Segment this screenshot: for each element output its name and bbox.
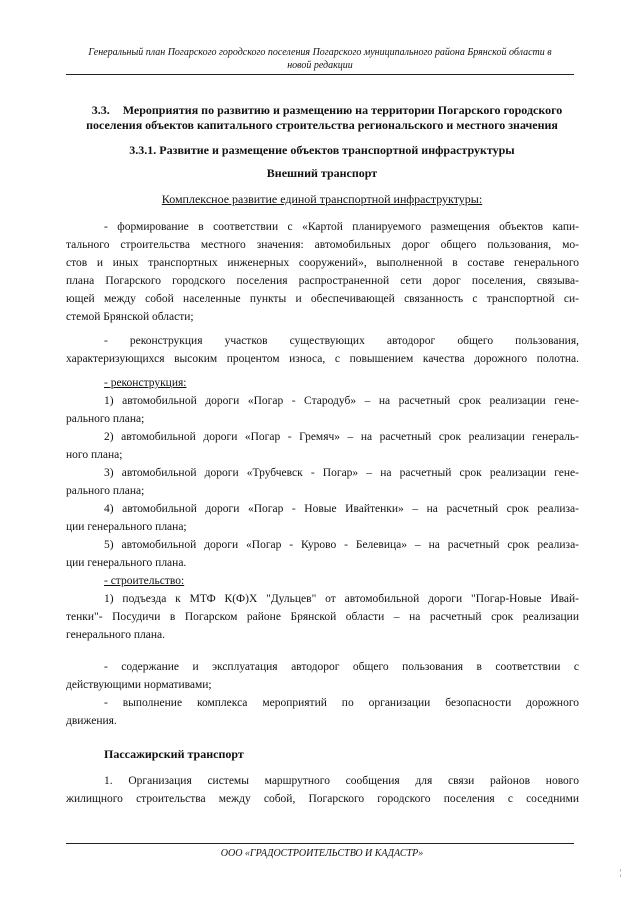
list-item-cont: ного плана; [66,449,123,461]
list-item: 1) автомобильной дороги «Погар - Стародуб» – на расчетный срок реализации гене- [104,395,579,407]
infrastructure-heading: Комплексное развитие единой транспортной инфраструктуры: [161,192,483,206]
text-line: движения. [66,715,117,727]
paragraph-passenger [66,772,579,808]
section-number: 3.3. [91,103,110,117]
text-line: - содержание и эксплуатация автодорог общего пользования в соответствии с [104,661,579,673]
text-line: стов и иных транспортных инженерных сооружений», выполненной в составе генерального [66,257,579,269]
edge-mark: ¦ [620,868,622,877]
external-transport-title: Внешний транспорт [266,166,378,180]
text-line: стемой Брянской области; [66,311,194,323]
page-footer: ООО «ГРАДОСТРОИТЕЛЬСТВО И КАДАСТР» [220,848,424,859]
text-line: - выполнение комплекса мероприятий по организации безопасности дорожного [104,697,579,709]
construction-line: 1) подъезда к МТФ К(Ф)Х "Дульцев" от автомобильной дороги "Погар-Новые Ивай- [104,593,579,605]
text-line: 1. Организация системы маршрутного сообщения для связи районов нового [104,775,579,787]
paragraph-formation [66,218,579,326]
text-line: - формирование в соответствии с «Картой планируемого размещения объектов капи- [104,221,579,233]
text-line: плана Погарского городского поселения распространенной сети дорог поселения, связыва- [66,275,579,287]
section-title-line-2: поселения объектов капитального строительства региональского и местного значения [86,118,558,132]
list-item-cont: ции генерального плана; [66,521,187,533]
list-item: 3) автомобильной дороги «Трубчевск - Погар» – на расчетный срок реализации гене- [104,467,579,479]
paragraph-maintenance [66,658,579,730]
passenger-transport-title: Пассажирский транспорт [104,747,244,761]
text-line: ющей между собой населенные пункты и обеспечивающей связанность с транспортной си- [66,293,579,305]
page-header [60,46,580,72]
section-heading [66,103,578,133]
list-item-cont: рального плана; [66,413,145,425]
list-item-cont: ции генерального плана. [66,557,187,569]
text-line: действующими нормативами; [66,679,212,691]
paragraph-reconstruction-sections [66,332,579,368]
text-line: - реконструкция участков существующих автодорог общего пользования, [104,335,579,347]
section-title-line-1 [66,103,578,118]
footer-divider [66,843,574,844]
reconstruction-label: - реконструкция: [104,377,187,389]
construction-line: тенки"- Посудичи в Погарском районе Брянской области – на расчетный срок реализации [66,611,579,623]
text-line: жилищного строительства между собой, Погарского городского поселения с соседними [66,793,579,805]
header-line-1: Генеральный план Погарского городского поселения Погарского муниципального района Брянской области в [88,47,552,58]
construction-label: - строительство: [104,575,185,587]
text-line: характеризующихся высоким процентом износа, с повышением качества дорожного полотна. [66,353,579,365]
list-item: 5) автомобильной дороги «Погар - Курово - Белевица» – на расчетный срок реализа- [104,539,579,551]
list-item-cont: рального плана; [66,485,145,497]
header-divider [66,74,574,75]
text-line: тального строительства местного значения: автомобильных дорог общего пользования, мо- [66,239,579,251]
subsection-title: 3.3.1. Развитие и размещение объектов транспортной инфраструктуры [129,143,515,157]
list-item: 4) автомобильной дороги «Погар - Новые Ивайтенки» – на расчетный срок реализа- [104,503,579,515]
header-line-2: новой редакции [287,60,353,71]
list-item: 2) автомобильной дороги «Погар - Гремяч» – на расчетный срок реализации генераль- [104,431,579,443]
reconstruction-list [66,374,579,644]
section-title-text-1: Мероприятия по развитию и размещению на территории Погарского городского [122,103,563,117]
construction-line: генерального плана. [66,629,165,641]
